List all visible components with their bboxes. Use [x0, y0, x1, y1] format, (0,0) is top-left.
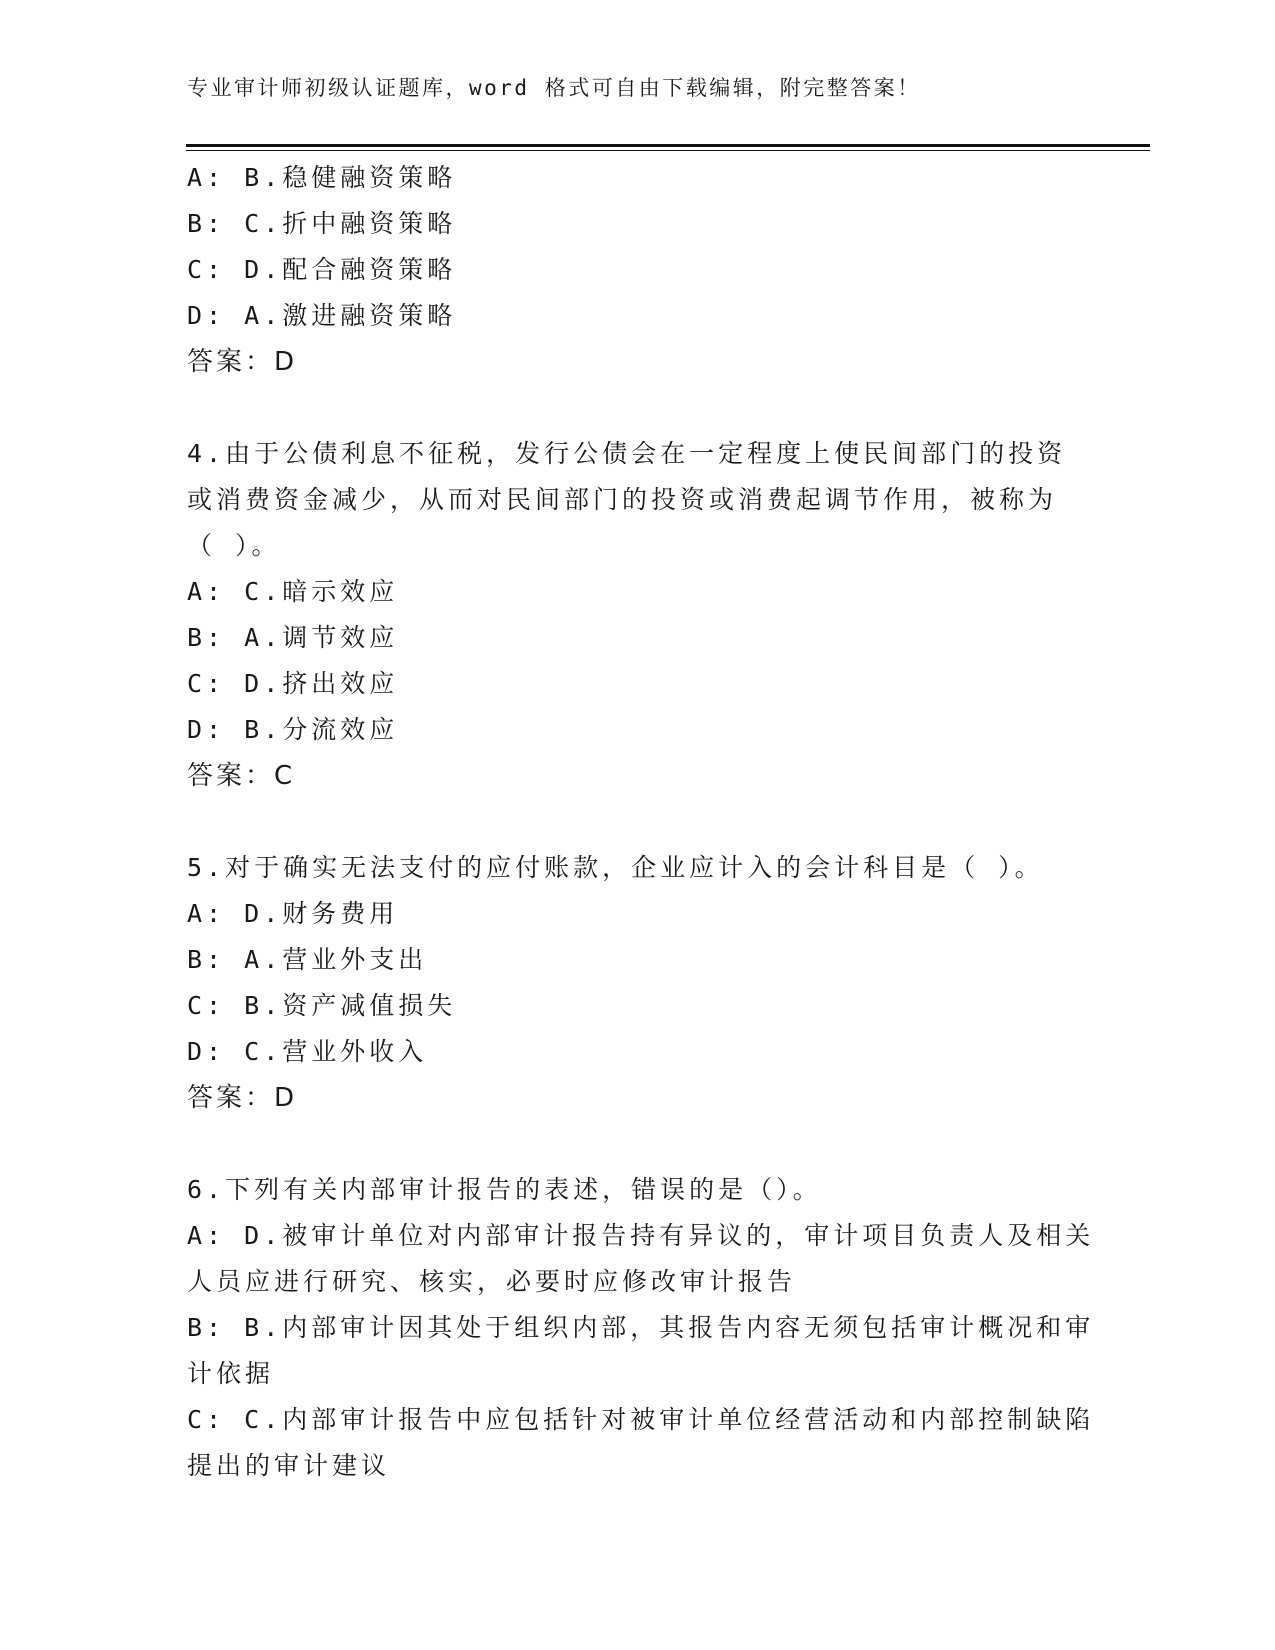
option-line: B: B.内部审计因其处于组织内部，其报告内容无须包括审计概况和审: [187, 1313, 1095, 1342]
option-line: A: B.稳健融资策略: [187, 163, 457, 192]
question-stem: 6.下列有关内部审计报告的表述，错误的是（）。: [187, 1175, 822, 1204]
question-list: [187, 155, 1095, 1489]
header-rule-thick: [186, 144, 1150, 147]
option-line: 计依据: [187, 1359, 275, 1388]
spacer: [187, 799, 1087, 845]
option-line: C: B.资产减值损失: [187, 991, 457, 1020]
option-line: C: C.内部审计报告中应包括针对被审计单位经营活动和内部控制缺陷: [187, 1405, 1095, 1434]
option-line: A: D.财务费用: [187, 899, 399, 928]
option-line: B: A.营业外支出: [187, 945, 428, 974]
option-line: 人员应进行研究、核实，必要时应修改审计报告: [187, 1267, 797, 1296]
option-line: B: C.折中融资策略: [187, 209, 457, 238]
option-line: A: C.暗示效应: [187, 577, 399, 606]
answer-line: 答案：D: [187, 347, 298, 377]
option-line: D: C.营业外收入: [187, 1037, 428, 1066]
answer-line: 答案：D: [187, 1083, 298, 1113]
option-line: B: A.调节效应: [187, 623, 399, 652]
question-block: [187, 1167, 1095, 1489]
spacer: [187, 385, 1087, 431]
header-rule-thin: [186, 150, 1150, 151]
page-header: 专业审计师初级认证题库，word 格式可自由下载编辑，附完整答案！: [187, 76, 921, 100]
question-stem: （ ）。: [187, 531, 281, 560]
question-block: [187, 845, 1087, 1121]
option-line: C: D.配合融资策略: [187, 255, 457, 284]
option-line: A: D.被审计单位对内部审计报告持有异议的，审计项目负责人及相关: [187, 1221, 1095, 1250]
answer-line: 答案：C: [187, 761, 296, 791]
option-line: D: B.分流效应: [187, 715, 399, 744]
option-line: C: D.挤出效应: [187, 669, 399, 698]
question-stem: 5.对于确实无法支付的应付账款，企业应计入的会计科目是（ ）。: [187, 853, 1044, 882]
spacer: [187, 1121, 1087, 1167]
question-block: [187, 431, 1087, 799]
question-stem: 或消费资金减少，从而对民间部门的投资或消费起调节作用，被称为: [187, 485, 1058, 514]
option-line: D: A.激进融资策略: [187, 301, 457, 330]
question-block: [187, 155, 1087, 385]
question-stem: 4.由于公债利息不征税，发行公债会在一定程度上使民间部门的投资: [187, 439, 1067, 468]
option-line: 提出的审计建议: [187, 1451, 391, 1480]
